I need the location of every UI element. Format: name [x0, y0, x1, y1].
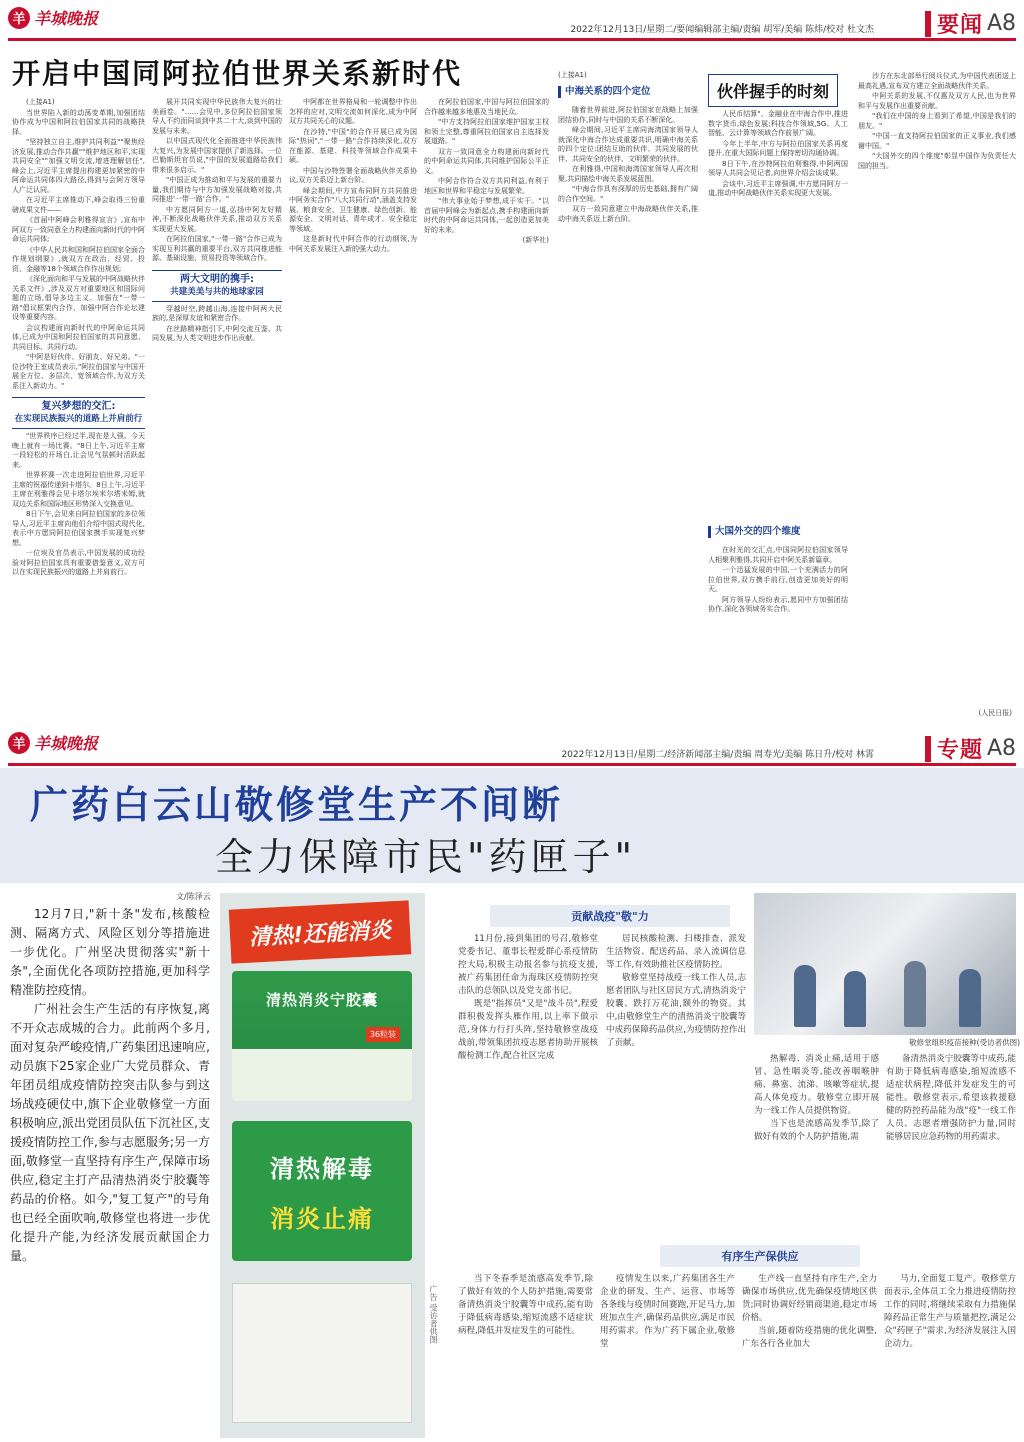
- paragraph: 《首届中阿峰会利雅得宣言》,宣布中阿双方一致同意全力构建面向新时代的中阿命运共同体;: [12, 216, 145, 243]
- page-number: A8: [986, 736, 1016, 761]
- paragraph: 双方一致同意建立中海战略伙伴关系,推动中海关系迈上新台阶。: [558, 205, 698, 223]
- person-figure: [844, 971, 866, 1027]
- paragraph: 穿越时空,跨越山海,连接中阿两大民族的,是深厚友谊和紧密合作。: [152, 304, 282, 322]
- paragraph: "中国正成为推动和平与发展的重要力量,我们期待与中方加强发展战略对接,共同推进'一带一路'合作。": [152, 176, 282, 203]
- logo-icon: 羊: [8, 7, 30, 29]
- subhead-revival: [12, 397, 145, 429]
- paragraph: 当世界陷入新的动荡变革期,加强团结协作成为中国和阿拉伯国家共同的战略抉择。: [12, 108, 145, 136]
- box-title-handshake: 伙伴握手的时刻: [708, 74, 838, 107]
- paragraph: 双方一致同意全力构建面向新时代的中阿命运共同体,共同维护国际公平正义。: [424, 147, 549, 175]
- feature-column-6: [600, 1273, 735, 1433]
- paragraph: 世界杯赛一次走进阿拉伯世界,习近平主席的祝福传递到卡塔尔。8日上午,习近平主席在利雅得会见卡塔尔埃米尔塔米姆,就双边关系和国际地区形势深入交换意见。: [12, 471, 145, 508]
- col4-credit: (新华社): [522, 236, 549, 244]
- paragraph: 人民币结算"、金融业在中海合作中,推进数字货币,绿色发展;科技合作领域,5G、人工智能、云计算等领域合作前景广阔。: [708, 110, 848, 137]
- claim-pain: 消炎止痛: [270, 1205, 374, 1233]
- page-number: A8: [986, 11, 1016, 36]
- logo-text: 羊城晚报: [34, 9, 99, 28]
- paragraph: 这是新时代中阿合作的行动纲领,为中阿关系发展注入新的强大动力。: [289, 235, 417, 253]
- paragraph: 沙方在东北部举行阅兵仪式,为中国代表团送上最高礼遇,宣布双方建立全面战略伙伴关系。: [858, 72, 1016, 90]
- paragraph: 在阿拉伯国家,"一带一路"合作已成为实现互利共赢的重要平台,双方共同推进能源、基础设施、贸易投资等领域合作。: [152, 235, 282, 262]
- paragraph: 居民核酸检测、扫楼排查、派发生活物资、配送药品、录入流调信息等工作,有效助推社区疫情防控。: [606, 934, 746, 970]
- paragraph: "伟大事业始于梦想,成于实干。"以首届中阿峰会为新起点,携手构建面向新时代的中阿命运共同体,一起创造更加美好的未来。: [424, 197, 549, 234]
- paragraph: 当下冬春季是流感高发季节,除了做好有效的个人防护措施,需要常备清热消炎宁胶囊等中成药,能有助于降低病毒感染,缩短流感不适症状病程,降低并发症发生的可能性。: [458, 1274, 593, 1336]
- col2-body-b: [152, 305, 282, 344]
- byline: 文/陈泽云: [176, 892, 211, 901]
- paragraph: 在丝路精神指引下,中阿交流互鉴、共同发展,为人类文明进步作出贡献。: [152, 324, 282, 342]
- feature-banner: [0, 768, 1024, 883]
- paragraph: 8日下午,在沙特阿拉伯利雅得,中阿两国领导人共同会见记者,向世界介绍会谈成果。: [708, 159, 848, 177]
- paragraph: "中国一直支持阿拉伯国家的正义事业,我们感谢中国。": [858, 132, 1016, 150]
- paragraph: 既是"指挥员"又是"战斗员",程爱群积极发挥头雁作用,以上率下做示范,身体力行打头阵,坚持敬修堂战疫战前,带领集团抗疫志愿者协助开展核酸检测工作,配合社区完成: [458, 999, 598, 1061]
- col1-body: [12, 98, 145, 391]
- paragraph: "坚持独立自主,维护共同利益""聚焦经济发展,推动合作共赢""维护地区和平,实现共同安全""加强文明交流,增进理解信任",峰会上,习近平主席提出构建更加紧密的中阿命运共同体四大路径,得到与会阿方领导人广泛认同。: [12, 138, 145, 194]
- paragraph: 当下也是流感高发季节,除了做好有效的个人防护措施,需: [754, 1119, 879, 1142]
- feature-headline: 广药白云山敬修堂生产不间断: [30, 783, 564, 827]
- subhead-china-gulf: 中海关系的四个定位: [558, 86, 651, 98]
- photo-caption: 敬修堂组织疫苗接种(受访者供图): [909, 1038, 1020, 1047]
- product-count-tag: 36粒装: [366, 1027, 400, 1042]
- ad-slogan: 清热!还能消炎: [229, 900, 412, 963]
- feature-subheadline: 全力保障市民"药匣子": [215, 835, 636, 879]
- ad-label-text: 广告: [429, 1285, 438, 1301]
- paragraph: 在习近平主席推动下,峰会取得三份重磅成果文件——: [12, 196, 145, 214]
- feature-column-4: [886, 1053, 1016, 1233]
- right-column-1: [558, 106, 698, 718]
- paragraph: 《中华人民共和国和阿拉伯国家全面合作规划纲要》,就双方在政治、经贸、投资、金融等18个领域合作作出规划;: [12, 245, 145, 273]
- section-tag: [925, 8, 1016, 39]
- paragraph: 峰会期间,中方宣布同阿方共同推进中阿务实合作"八大共同行动",涵盖支持发展、粮食安全、卫生健康、绿色创新、能源安全、文明对话、青年成才、安全稳定等领域。: [289, 186, 417, 233]
- subhead-revival-title: 复兴梦想的交汇:: [41, 401, 116, 412]
- paragraph: 今年上半年,中方与阿拉伯国家关系再度提升,在重大国际问题上保持密切沟通协调。: [708, 139, 848, 157]
- paragraph: "中海合作具有深厚的历史基础,拥有广阔的合作空间。": [558, 185, 698, 203]
- subhead-civilization: [152, 270, 282, 302]
- article-column-2: [152, 98, 282, 718]
- subhead-fight-epidemic: 贡献战疫"敬"力: [490, 905, 730, 927]
- col3-body: [289, 98, 417, 254]
- bottom-page: [0, 725, 1024, 1442]
- paragraph: 11月份,接到集团的号召,敬修堂党委书记、董事长程爱群心系疫情防控大局,积极主动报名参与抗疫支援,被广药集团任命为海珠区疫情防控突击队的总领队以及党支部书记。: [458, 934, 598, 996]
- ad-label: [428, 1285, 439, 1344]
- paragraph: 一位埃及官员表示,中国发展的成功经验对阿拉伯国家具有重要借鉴意义,双方可以在实现民族振兴的道路上并肩前行。: [12, 549, 145, 576]
- product-name: 清热消炎宁胶囊: [265, 991, 378, 1009]
- feature-lead: [10, 905, 210, 1266]
- section-name: 要闻: [936, 13, 983, 38]
- paragraph: 一个迅猛发展的中国,一个充满活力的阿拉伯世界,双方携手前行,创造更加美好的明天。: [708, 566, 848, 593]
- paragraph: 阿方领导人纷纷表示,愿同中方加强团结协作,深化各领域务实合作。: [708, 595, 848, 613]
- section-bar: [925, 11, 931, 37]
- paragraph: "世界秩序已经过半,现在是人强。今天晚上就有一场比赛。"8日上午,习近平主席一段轻松的开场白,让会见气氛顿时活跃起来。: [12, 432, 145, 469]
- paragraph: 在时光的交汇点,中国同阿拉伯国家领导人相聚利雅得,共同开启中阿关系新篇章。: [708, 546, 848, 564]
- right-column-4: [858, 72, 1016, 704]
- paragraph: 当前,随着防疫措施的优化调整,广东各行各业加大: [742, 1326, 877, 1349]
- issue-meta: 2022年12月13日/星期二/要闻编辑部主编/责编 胡军/美编 陈炜/校对 杜文杰: [570, 25, 874, 35]
- feature-column-2: [606, 933, 746, 1153]
- article-column-4: [424, 98, 549, 718]
- subhead-civilization-title: 两大文明的携手:: [180, 273, 254, 285]
- right-column-3: [708, 546, 848, 718]
- col4-body: [424, 98, 549, 235]
- paragraph: 会谈中,习近平主席强调,中方愿同阿方一道,推动中阿战略伙伴关系实现更大发展。: [708, 179, 848, 197]
- paragraph: 热解毒、消炎止痛,适用于感冒、急性咽炎等,能改善咽喉肿痛、鼻塞、流涕、咳嗽等症状,提高人体免疫力。敬修堂立即开展为一线工作人员提供物资。: [754, 1054, 879, 1116]
- product-claims: [232, 1121, 412, 1261]
- col2-body: [152, 98, 282, 264]
- ad-credit-text: 受访者供图: [429, 1303, 438, 1344]
- paragraph: 12月7日,"新十条"发布,核酸检测、隔离方式、风险区划分等措施进一步优化。广州坚决贯彻落实"新十条",全面优化各项防控措施,更加科学精准防控疫情。: [10, 907, 210, 997]
- header-rule: [8, 763, 1016, 766]
- person-figure: [904, 961, 926, 1027]
- paragraph: 备清热消炎宁胶囊等中成药,能有助于降低病毒感染,缩短流感不适症状病程,降低并发症发生的可能性。敬修堂表示,希望该救援稳健的防控药品能为战"疫"一线工作人员、志愿者增强防护力量,同时能够居民应急药物的用药需求。: [886, 1054, 1016, 1142]
- feature-column-8: [884, 1273, 1016, 1433]
- subhead-revival-subtitle: 在实现民族振兴的道路上并肩前行: [14, 414, 143, 424]
- feature-column-7: [742, 1273, 877, 1433]
- vaccination-photo: [754, 893, 1016, 1035]
- subhead-civilization-subtitle: 共建美美与共的地球家园: [170, 286, 264, 297]
- article-column-3: [289, 98, 417, 718]
- section-bar: [925, 736, 931, 762]
- paragraph: 随着世界前进,阿拉伯国家在战略上加强团结协作,同时与中国的关系不断深化。: [558, 106, 698, 124]
- subhead-major-diplomacy: 大国外交的四个维度: [708, 526, 801, 538]
- paragraph: 《深化面向和平与发展的中阿战略伙伴关系文件》,涉及双方对重要地区和国际问题的立场,倡导多边主义、加强在"一带一路"倡议框架内合作、加强中阿合作论坛建设等重要内容。: [12, 275, 145, 321]
- paragraph: 以中国式现代化全面推进中华民族伟大复兴,为发展中国家提供了新选择。一位巴勒斯坦官员说,"中国的发展道路给我们带来很多启示。": [152, 137, 282, 174]
- paragraph: 在利雅得,中国和海湾国家领导人再次相聚,共同描绘中海关系发展蓝图。: [558, 165, 698, 183]
- feature-column-3: [754, 1053, 879, 1233]
- paragraph: 中阿都在世界格局和一轮调整中作出怎样的应对,文明交流如何深化,成为中阿双方共同关心的议题。: [289, 98, 417, 125]
- feature-column-5: [458, 1273, 593, 1433]
- product-ad: [220, 893, 425, 1438]
- paragraph: 8日下午,会见来自阿拉伯国家的多位领导人,习近平主席向他们介绍中国式现代化,表示中方愿同阿拉伯国家携手实现复兴梦想。: [12, 510, 145, 547]
- feature-column-1: [458, 933, 598, 1153]
- logo-icon: 羊: [8, 732, 30, 754]
- claim-heat: 清热解毒: [270, 1155, 374, 1183]
- paragraph: "中阿是好伙伴、好朋友、好兄弟。"一位沙特王室成员表示,"阿拉伯国家与中国开展全方位、多层次、宽领域合作,为双方关系注入新动力。": [12, 353, 145, 390]
- person-figure: [959, 969, 981, 1027]
- paragraph: "中方支持阿拉伯国家维护国家主权和领土完整,尊重阿拉伯国家自主选择发展道路。": [424, 118, 549, 145]
- paragraph: 广州社会生产生活的有序恢复,离不开众志成城的合力。此前两个多月,面对复杂严峻疫情,广药集团迅速响应,动员旗下25家企业广大党员群众、青年团员组成疫情防控突击队参与到这场战疫硬仗中,旗下企业敬修堂一方面积极响应,派出党团员队伍下沉社区,支援疫情防控工作,参与志愿服务;另一方面,敬修堂一直坚持有序生产,保障市场供应,稳定主打产品清热消炎宁胶囊等药品的价格。如今,"复工复产"的号角也已经全面吹响,敬修堂也将进一步优化提升产能,为经济发展贡献国企力量。: [10, 1002, 210, 1263]
- paragraph: 生产线一直坚持有序生产,全力确保市场供应,优先确保疫情地区供货;同时协调好经销商渠道,稳定市场价格。: [742, 1274, 877, 1323]
- paragraph: 敬修堂坚持战疫一线工作人员,志愿者团队与社区居民方式,清热消炎宁胶囊、跌打万花油,额外的物资。其中,由敬修堂生产的清热消炎宁胶囊等中成药保障药品供应,为疫情防控作出了贡献。: [606, 973, 746, 1048]
- col1-body-b: [12, 432, 145, 578]
- section-tag-bottom: [925, 733, 1016, 764]
- paragraph: "大国外交的四个维度"彰显中国作为负责任大国的担当。: [858, 152, 1016, 170]
- article-column-1: [12, 98, 145, 718]
- paragraph: 中阿关系的发展,不仅惠及双方人民,也为世界和平与发展作出重要贡献。: [858, 92, 1016, 110]
- paragraph: 疫情发生以来,广药集团各生产企业的研发、生产、运营、市场等各条线与疫情时间赛跑,开足马力,加班加点生产,确保药品供应,满足市民用药需求。作为广药下属企业,敬修堂: [600, 1274, 735, 1349]
- product-package: [232, 971, 412, 1101]
- paragraph: "我们在中国的身上看到了希望,中国是我们的朋友。": [858, 112, 1016, 130]
- main-headline: 开启中国同阿拉伯世界关系新时代: [12, 57, 463, 90]
- paragraph: 峰会期间,习近平主席同海湾国家领导人就深化中海合作达成重要共识,明确中海关系的四个定位:团结互助的伙伴、共同发展的伙伴、共同安全的伙伴、文明繁荣的伙伴。: [558, 126, 698, 163]
- masthead-top: [0, 0, 1024, 40]
- header-rule: [8, 38, 1016, 41]
- masthead-bottom: [0, 725, 1024, 765]
- paragraph: 在阿拉伯国家,中国与阿拉伯国家的合作越来越多地惠及当地民众。: [424, 98, 549, 116]
- lead-in-note: (上接A1): [558, 71, 587, 79]
- issue-meta-bottom: 2022年12月13日/星期二/经济新闻部主编/责编 周寿光/美编 陈日升/校对 林霄: [561, 750, 874, 760]
- right-column-2: [708, 110, 848, 520]
- paragraph: 中方愿同阿方一道,弘扬中阿友好精神,不断深化战略伙伴关系,推动双方关系实现更大发展。: [152, 205, 282, 233]
- right-credit: (人民日报): [978, 709, 1012, 717]
- subhead-orderly-production: 有序生产保供应: [660, 1245, 860, 1267]
- paragraph: (上接A1): [26, 98, 55, 106]
- product-package-back: [232, 1283, 412, 1423]
- section-name: 专题: [936, 738, 983, 763]
- newspaper-logo: [8, 6, 98, 29]
- logo-text: 羊城晚报: [34, 734, 99, 753]
- paragraph: 在沙特,"中国"的合作开展已成为国际"热词","一带一路"合作持续深化,双方在能源、基建、科技等领域合作成果丰硕。: [289, 127, 417, 164]
- paragraph: 马力,全面复工复产。敬修堂方面表示,全体员工全力推进疫情防控工作的同时,将继续采取有力措施保障药品正常生产与质量把控,满足公众"药匣子"需求,为经济发展注入国企动力。: [884, 1274, 1016, 1349]
- related-articles: [558, 62, 1016, 722]
- paragraph: 展开共同实现中华民族伟大复兴的壮美画卷。"……会见中,多位阿拉伯国家领导人不约而同谈到中共二十大,谈到中国的发展与未来。: [152, 98, 282, 135]
- person-figure: [794, 965, 816, 1027]
- newspaper-logo-bottom: [8, 731, 98, 754]
- paragraph: 中国与沙特签署全面战略伙伴关系协议,双方关系迈上新台阶。: [289, 166, 417, 184]
- paragraph: 会议构建面向新时代的中阿命运共同体,已成为中国和阿拉伯国家的共同意愿、共同目标、共同行动。: [12, 323, 145, 351]
- paragraph: 中阿合作符合双方共同利益,有利于地区和世界和平稳定与发展繁荣。: [424, 177, 549, 195]
